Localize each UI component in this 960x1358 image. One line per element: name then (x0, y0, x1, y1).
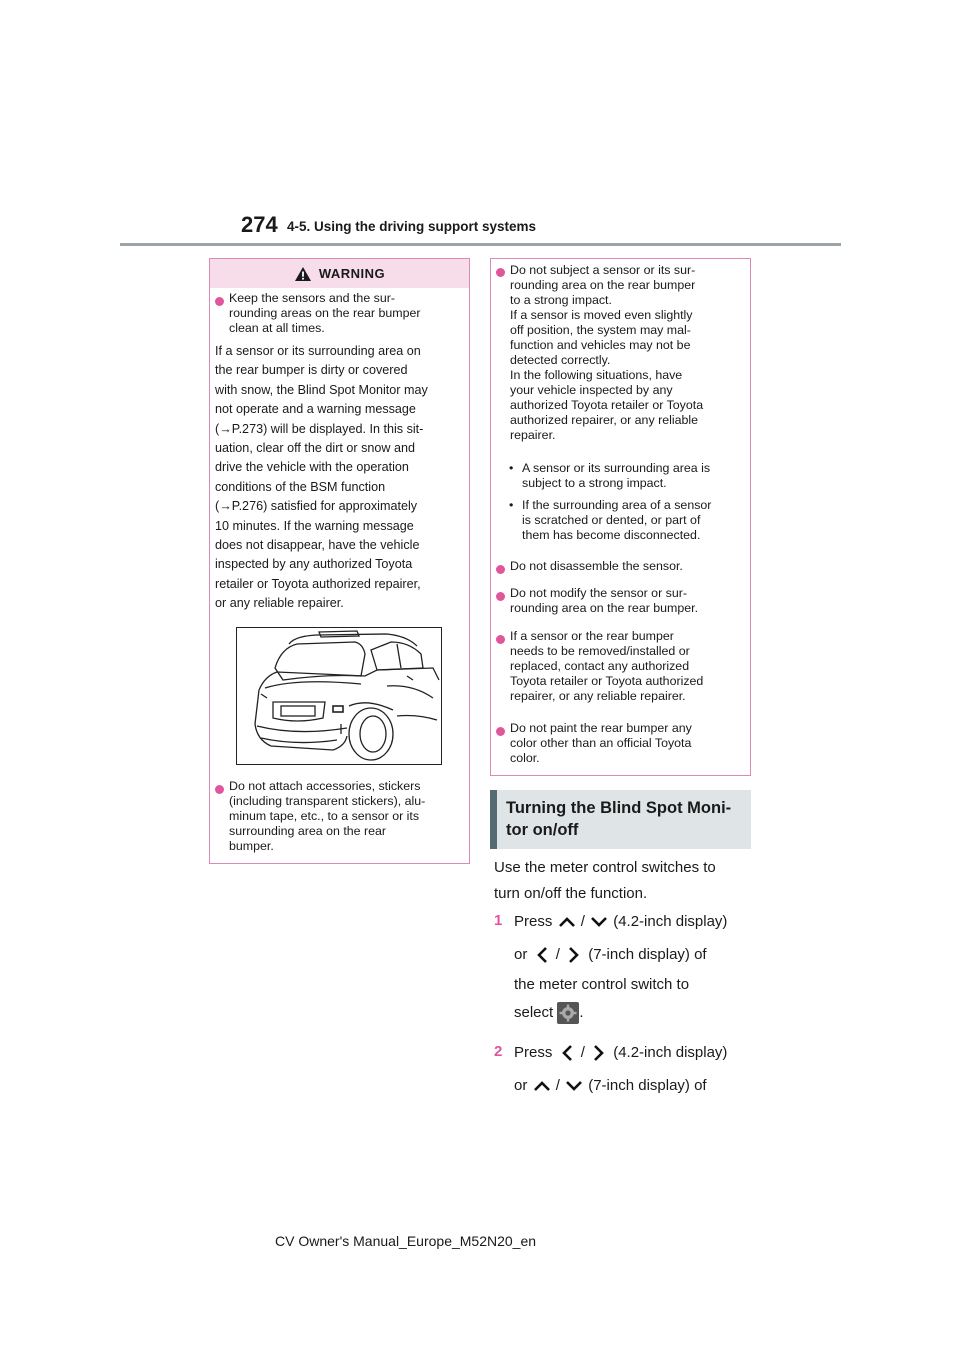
sub-item-marker: • (509, 498, 514, 512)
step-text: or / (7-inch display) of (514, 1077, 707, 1094)
manual-footer: CV Owner's Manual_Europe_M52N20_en (275, 1233, 537, 1249)
sub-item-text: If the surrounding area of a sensor is scratched or dented, or part of them has become disconnected. (522, 498, 712, 542)
chevron-down-icon (564, 1079, 584, 1093)
bullet-dot (215, 297, 224, 306)
section-title: 4-5. Using the driving support systems (287, 219, 537, 234)
warning-label: WARNING (318, 266, 386, 281)
bullet-dot (215, 785, 224, 794)
step-text: Press / (4.2-inch display) (514, 913, 728, 930)
warning-box-left (209, 258, 470, 864)
header-divider (120, 243, 841, 246)
warning-header (210, 259, 469, 288)
section-heading-text: Turning the Blind Spot Moni- tor on/off (506, 799, 732, 839)
step-text: Press / (4.2-inch display) (514, 1042, 727, 1063)
page-number: 274 (241, 212, 278, 237)
step-text: or / (7-inch display) of (514, 944, 707, 965)
sub-item-text: A sensor or its surrounding area is subject to a strong impact. (522, 461, 711, 490)
sub-item-marker: • (509, 461, 514, 475)
step-text: the meter control switch to (514, 976, 690, 993)
bullet-dot (496, 592, 505, 601)
step-number: 2 (494, 1043, 503, 1060)
chevron-up-icon (557, 915, 577, 929)
bullet-dot (496, 565, 505, 574)
bullet-dot (496, 727, 505, 736)
warning-triangle-icon (294, 266, 312, 282)
warning-text: Do not disassemble the sensor. (510, 559, 683, 573)
settings-gear-icon (557, 1002, 579, 1024)
chevron-right-icon (589, 1043, 609, 1063)
car-rear-illustration (236, 627, 442, 765)
step-number: 1 (494, 912, 503, 929)
warning-paragraph: If a sensor or its surrounding area on the rear bumper is dirty or covered with snow, the Blind Spot Monitor may not operate and a warning message (→P.273) will be displayed. In this sit- uation, clear off the dirt or snow and drive the vehicle with the operation conditions of the BSM function (→P.276) satisfied for approximately 10 minutes. If the warning message does not disappear, have the vehicle inspected by any authorized Toyota retailer or Toyota authorized repairer, or any reliable repairer. (215, 344, 428, 611)
bullet-dot (496, 268, 505, 277)
step-text: select . (514, 1002, 584, 1024)
section-heading (490, 790, 751, 849)
chevron-up-icon (532, 1079, 552, 1093)
warning-text: If a sensor or the rear bumper needs to be removed/installed or replaced, contact any authorized Toyota retailer or Toyota authorized repairer, or any reliable repairer. (510, 629, 704, 703)
chevron-right-icon (564, 945, 584, 965)
warning-box-right (490, 258, 751, 776)
warning-text: Do not attach accessories, stickers (including transparent stickers), alu- minum tape, etc., to a sensor or its surrounding area on the rear bumper. (229, 779, 426, 853)
warning-text: Keep the sensors and the sur- rounding areas on the rear bumper clean at all times. (229, 291, 421, 335)
warning-text: Do not modify the sensor or sur- rounding area on the rear bumper. (510, 586, 699, 615)
bullet-dot (496, 635, 505, 644)
chevron-down-icon (589, 915, 609, 929)
warning-text: Do not paint the rear bumper any color other than an official Toyota color. (510, 721, 692, 765)
chevron-left-icon (532, 945, 552, 965)
intro-text: Use the meter control switches to turn on/off the function. (494, 859, 716, 902)
chevron-left-icon (557, 1043, 577, 1063)
warning-text: Do not subject a sensor or its sur- rounding area on the rear bumper to a strong impact. If a sensor is moved even slightly off position, the system may mal- function and vehicles may not be detected correctly. In the following situations, have your vehicle inspected by any authorized Toyota retailer or Toyota authorized repairer, or any reliable repairer. (510, 263, 704, 442)
